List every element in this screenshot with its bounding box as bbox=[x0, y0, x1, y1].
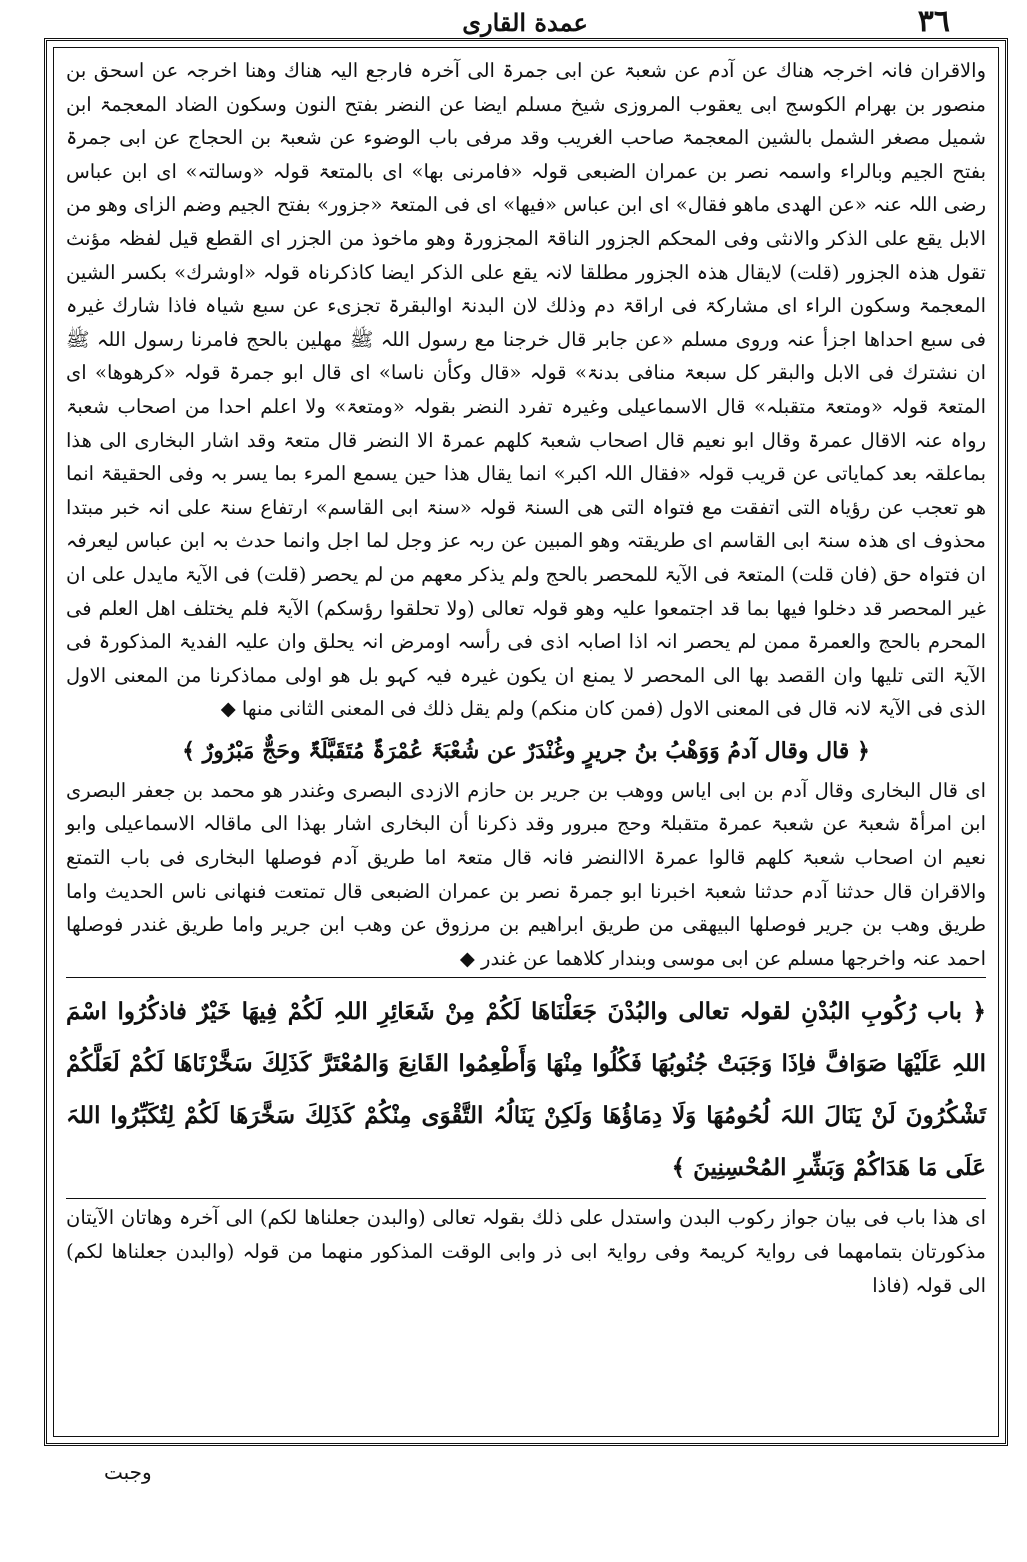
page-number: ٣٦ bbox=[917, 4, 950, 39]
running-title: عمدة القاری bbox=[462, 8, 588, 37]
commentary-paragraph: ای قال البخاری وقال آدم بن ابی ایاس ووھب بن جریر بن حازم الازدی البصری وغندر ھو محمد بن جعفر البصری ابن امرأۃ شعبۃ عن شعبۃ عمرۃ متقبلۃ وحج مبرور وقد ذکرنا أن البخاری اشار بھذا الی ماقالہ الاسماعیلی وابو نعیم ان اصحاب شعبۃ کلھم قالوا عمرۃ الاالنضر فانہ قال متعۃ اما طریق آدم فوصلھا البخاری فی باب التمتع والاقران قال حدثنا آدم حدثنا شعبۃ اخبرنا ابو جمرۃ نصر بن عمران الضبعی قال تمتعت فنھانی ناس الحدیث واما طریق وھب بن جریر فوصلھا البیھقی من طریق ابراھیم بن مرزوق عن وھب ابن جریر واما طریق غندر فوصلھا احمد عنہ واخرجھا مسلم عن ابی موسی وبندار کلاھما عن غندر ◆ bbox=[66, 778, 986, 970]
page-content bbox=[66, 54, 986, 1430]
chapter-heading-verse: ﴿ باب رُکُوبِ البُدْنِ لقولہ تعالی والبُدْنَ جَعَلْنَاھَا لَکُمْ مِنْ شَعَائِرِ اللہِ لَکُمْ فِیھَا خَیْرٌ فاذکُرُوا اسْمَ اللہِ عَلَیْھَا صَوَافَّ فاِذَا وَجَبَتْ جُنُوبُھَا فَکُلُوا مِنْھَا وَأَطْعِمُوا القَانِعَ وَالمُعْتَرَّ کَذَلِكَ سَخَّرْنَاھَا لَکُمْ لَعَلَّکُمْ تَشْکُرُونَ لَنْ یَنَالَ اللہَ لُحُومُھَا وَلَا دِمَاؤُھَا وَلَکِنْ یَنَالُہُ التَّقْوَی مِنْکُمْ کَذَلِكَ سَخَّرَھَا لَکُمْ لِتُکَبِّرُوا اللہَ عَلَی مَا ھَدَاکُمْ وَبَشِّرِ المُحْسِنِینَ ﴾ bbox=[66, 998, 986, 1182]
divider bbox=[66, 1198, 986, 1199]
page-frame bbox=[44, 38, 1008, 1446]
text-border bbox=[53, 47, 999, 1437]
catchword: وجبت bbox=[104, 1460, 152, 1484]
section-heading: ﴿ قال وقال آدمُ وَوَھْبُ بنُ جریرٍ وغُنْدَرٌ عن شُعْبَۃَ عُمْرَۃٌ مُتَقَبَّلَۃٌ وحَجٌّ مَبْرُورٌ ﴾ bbox=[182, 737, 870, 764]
commentary-paragraph: والاقران فانہ اخرجہ ھناك عن آدم عن شعبۃ عن ابی جمرۃ الی آخرہ فارجع الیہ ھناك وھنا اخرجہ عن اسحق بن منصور بن بھرام الکوسج ابی یعقوب المروزی شیخ مسلم ایضا عن النضر بفتح النون وسکون الضاد المعجمۃ ابن شمیل مصغر الشمل بالشین المعجمۃ صاحب الغریب وقد مرفی باب الوضوء عن شعبۃ بن الحجاج عن ابی جمرۃ بفتح الجیم وبالراء واسمہ نصر بن عمران الضبعی قولہ «فامرنی بھا» ای بالمتعۃ قولہ «وسالتہ» ای ابن عباس رضی اللہ عنہ «عن الھدی ماھو فقال» ای ابن عباس «فیھا» ای فی المتعۃ «جزور» بفتح الجیم وضم الزای وھو من الابل یقع علی الذکر والانثی وفی المحکم الجزور الناقۃ المجزورۃ وھو ماخوذ من الجزر ای القطع قیل لفظہ مؤنث تقول ھذہ الجزور (قلت) لایقال ھذہ الجزور مطلقا لانہ یقع علی الذکر ایضا کاذکرناہ قولہ «اوشرك» بکسر الشین المعجمۃ وسکون الراء ای مشارکۃ فی اراقۃ دم وذلك لان البدنۃ اوالبقرۃ تجزیء عن سبع شیاہ فاذا شارك غیرہ فی سبع احداھا اجزأ عنہ وروی مسلم «عن جابر قال خرجنا مع رسول اللہ ﷺ مھلین بالحج فامرنا رسول اللہ ﷺ ان نشترك فی الابل والبقر کل سبعۃ منافی بدنۃ» قولہ «قال وکأن ناسا» ای قال ابو جمرۃ قولہ «کرھوھا» ای المتعۃ قولہ «ومتعۃ متقبلہ» قال الاسماعیلی وغیرہ تفرد النضر بقولہ «ومتعۃ» ولا اعلم احدا من اصحاب شعبۃ رواہ عنہ الاقال عمرۃ وقال ابو نعیم قال اصحاب شعبۃ کلھم عمرۃ الا النضر قال متعۃ وقد اشار البخاری الی ھذا بماعلقہ بعد کمایاتی عن قریب قولہ «فقال اللہ اکبر» انما یقال ھذا حین یسمع المرء بما یسر بہ وفی الحقیقۃ انما ھو تعجب عن رؤیاہ التی اتفقت مع فتواہ التی ھی السنۃ قولہ «سنۃ ابی القاسم» ارتفاع سنۃ علی انہ خبر مبتدا محذوف ای ھذہ سنۃ ابی القاسم ای طریقتہ وھو المبین عن ربہ عز وجل لما اجل وانما حدث بہ ابن عباس لیعرفہ ان فتواہ حق (فان قلت) المتعۃ فی الآیۃ للمحصر بالحج ولم یذکر معھم من لم یحصر (قلت) فی الآیۃ مایدل علی ان غیر المحصر قد دخلوا فیھا بما قد اجتمعوا علیہ وھو قولہ تعالی (ولا تحلقوا رؤسکم) الآیۃ فلم یختلف اھل العلم فی المحرم بالحج والعمرۃ ممن لم یحصر انہ اذا اصابہ اذی فی رأسہ اومرض انہ یحلق وان علیہ الفدیۃ المذکورۃ فی الآیۃ التی تلیھا وان القصد بھا الی المحصر لا یمنع ان یکون غیرہ فیہ کہو بل ھو اولی مماذکرنا من المعنی الاول الذی فی الآیۃ لانہ قال فی المعنی الاول (فمن کان منکم) ولم یقل ذلك فی المعنی الثانی منھا ◆ bbox=[66, 59, 987, 721]
divider bbox=[66, 977, 986, 978]
commentary-paragraph: ای ھذا باب فی بیان جواز رکوب البدن واستدل علی ذلك بقولہ تعالی (والبدن جعلناھا لکم) الی آخرہ وھاتان الآیتان مذکورتان بتمامھما فی روایۃ کریمۃ وفی روایۃ ابی ذر وابی الوقت المذکور منھما من قولہ (والبدن جعلناھا لکم) الی قولہ (فاذا bbox=[66, 1206, 986, 1297]
page-header bbox=[60, 6, 990, 40]
